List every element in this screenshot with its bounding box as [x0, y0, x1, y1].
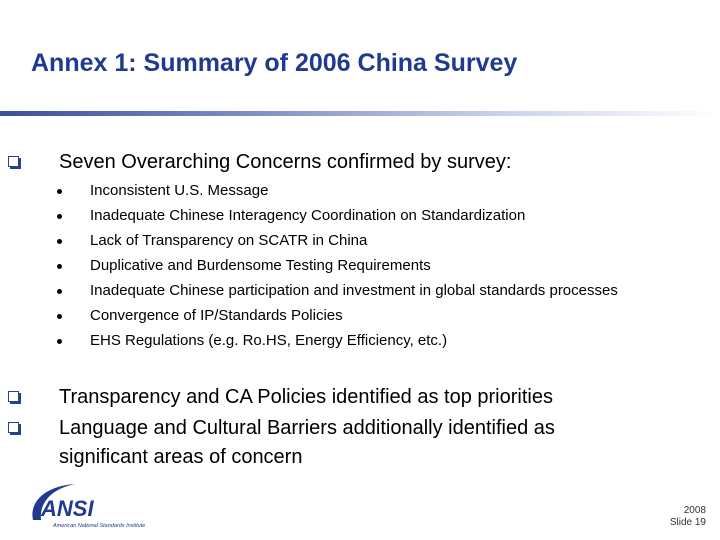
title-divider — [0, 111, 720, 116]
list-item — [57, 178, 697, 203]
sub-bullet-text: Lack of Transparency on SCATR in China — [90, 232, 368, 249]
main-bullet-3 — [8, 414, 718, 472]
sub-bullet-text: EHS Regulations (e.g. Ro.HS, Energy Efficiency, etc.) — [90, 332, 448, 349]
list-item — [57, 278, 697, 303]
slide-footer — [670, 505, 706, 529]
slide-number: Slide 19 — [669, 517, 706, 528]
list-item — [57, 228, 697, 253]
sub-bullet-text: Inadequate Chinese Interagency Coordination on Standardization — [90, 207, 526, 224]
dot-bullet-icon — [57, 239, 62, 244]
svg-text:ANSI: ANSI — [41, 496, 94, 521]
main-bullet-text: Transparency and CA Policies identified as top priorities — [59, 386, 553, 408]
main-bullet-text: Language and Cultural Barriers additionally identified as significant areas of concern — [59, 417, 555, 468]
square-bullet-icon — [8, 391, 22, 405]
dot-bullet-icon — [57, 214, 62, 219]
list-item — [57, 253, 697, 278]
main-bullet-2 — [8, 383, 718, 413]
svg-text:American National Standards In: American National Standards Institute — [53, 523, 146, 529]
sub-bullet-list — [57, 178, 697, 353]
dot-bullet-icon — [57, 314, 62, 319]
list-item — [57, 303, 697, 328]
list-item — [57, 328, 697, 353]
ansi-logo — [27, 480, 177, 530]
square-bullet-icon — [8, 156, 22, 170]
main-bullet-1 — [8, 148, 718, 178]
sub-bullet-text: Duplicative and Burdensome Testing Requirements — [90, 257, 431, 274]
dot-bullet-icon — [57, 264, 62, 269]
sub-bullet-text: Convergence of IP/Standards Policies — [90, 307, 343, 324]
dot-bullet-icon — [57, 289, 62, 294]
sub-bullet-text: Inconsistent U.S. Message — [90, 182, 269, 199]
sub-bullet-text: Inadequate Chinese participation and investment in global standards processes — [90, 282, 618, 299]
dot-bullet-icon — [57, 339, 62, 344]
square-bullet-icon — [8, 422, 22, 436]
slide-title: Annex 1: Summary of 2006 China Survey — [31, 49, 518, 77]
footer-year: 2008 — [683, 505, 706, 516]
dot-bullet-icon — [57, 189, 62, 194]
list-item — [57, 203, 697, 228]
main-bullet-text: Seven Overarching Concerns confirmed by survey: — [59, 151, 512, 173]
